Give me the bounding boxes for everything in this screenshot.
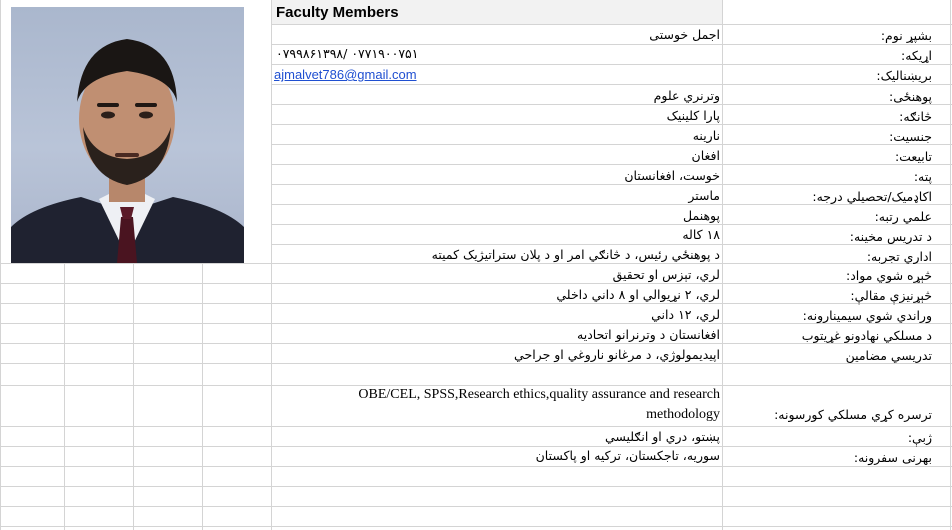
value-academic-rank: پوهنمل — [683, 208, 720, 223]
label-academic-rank: علمي رتبه: — [874, 209, 932, 224]
label-department: څانګه: — [899, 109, 932, 124]
value-seminars: لري، ۱۲ داني — [651, 307, 720, 322]
value-degree: ماستر — [688, 188, 720, 203]
value-full-name: اجمل خوستی — [649, 27, 720, 42]
portrait-icon — [11, 7, 244, 263]
value-teaching-history: ۱۸ کاله — [682, 227, 720, 242]
value-research-articles: لري، ۲ نړيوالي او ۸ داني داخلي — [556, 287, 720, 302]
email-link[interactable]: ajmalvet786@gmail.com — [274, 67, 417, 82]
value-department: پارا کلينيک — [666, 108, 720, 123]
value-faculty: وترنري علوم — [653, 88, 720, 103]
label-address: پته: — [913, 169, 932, 184]
value-memberships: افغانستان د وترنرانو اتحاديه — [577, 327, 720, 342]
label-email: بريښناليک: — [876, 68, 932, 83]
value-research-materials: لري، تېزس او تحقيق — [612, 267, 720, 282]
value-foreign-travel: سوريه، تاجکستان، ترکيه او پاکستان — [535, 448, 720, 463]
value-courses-line2: methodology — [646, 407, 720, 422]
label-foreign-travel: بهرنی سفرونه: — [853, 450, 932, 465]
value-taught-subjects: اپيديمولوژي، د مرغانو ناروغي او جراحي — [514, 347, 720, 362]
value-address: خوست، افغانستان — [624, 168, 720, 183]
value-admin-experience: د پوهنځي رئيس، د څانګي امر او د پلان ستراتيژيک کميته — [431, 247, 720, 262]
label-memberships: د مسلکي نهادونو غړيتوب — [801, 328, 932, 343]
faculty-photo — [11, 7, 244, 263]
value-contact: ۰۷۹۹۸۶۱۳۹۸/ ۰۷۷۱۹۰۰۷۵۱ — [276, 46, 419, 61]
label-research-materials: څېړه شوي مواد: — [845, 268, 932, 283]
label-degree: اکاډميک/تحصيلي درجه: — [812, 189, 932, 204]
label-contact: اړيکه: — [901, 48, 932, 63]
value-nationality: افغان — [691, 148, 720, 163]
label-full-name: بشپړ نوم: — [880, 28, 932, 43]
label-nationality: تابيعت: — [894, 149, 932, 164]
label-faculty: پوهنځی: — [889, 89, 932, 104]
label-languages: ژبې: — [907, 430, 932, 445]
label-admin-experience: اداري تجربه: — [866, 249, 932, 264]
label-gender: جنسيت: — [889, 129, 932, 144]
value-gender: نارينه — [692, 128, 720, 143]
value-languages: پښتو، دري او انګليسي — [604, 429, 720, 444]
label-research-articles: څېړنيزې مقالې: — [850, 288, 932, 303]
label-taught-subjects: تدريسي مضامين — [845, 348, 932, 363]
label-teaching-history: د تدريس مخينه: — [849, 229, 932, 244]
value-courses-line1: OBE/CEL, SPSS,Research ethics,quality assurance and research — [358, 387, 720, 402]
page-title: Faculty Members — [276, 4, 399, 21]
label-seminars: وراندي شوي سيمينارونه: — [802, 308, 932, 323]
label-courses: ترسره کړي مسلکي کورسونه: — [774, 407, 932, 422]
